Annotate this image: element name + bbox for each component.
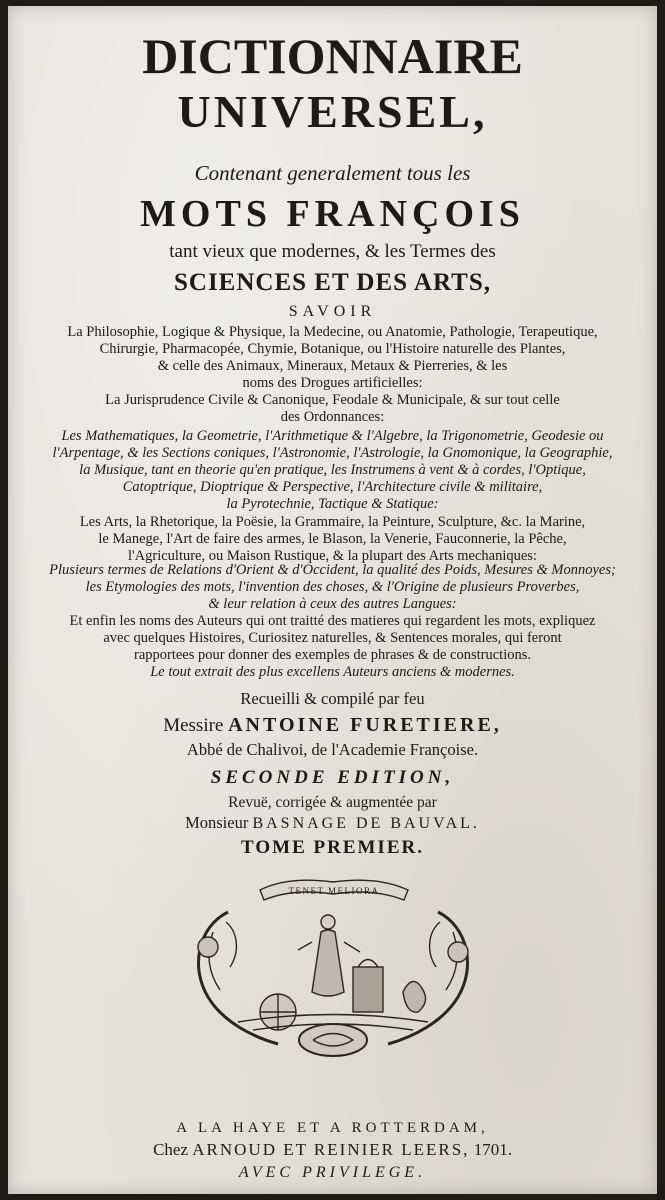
block-mathematiques bbox=[8, 428, 657, 513]
block-relations bbox=[8, 562, 657, 613]
text-line: les Etymologies des mots, l'invention des choses, & l'Origine de plusieurs Proverbes, bbox=[85, 579, 580, 595]
text-line: La Philosophie, Logique & Physique, la Medecine, ou Anatomie, Pathologie, Terapeutique, bbox=[67, 324, 598, 340]
recueilli-line: Recueilli & compilé par feu bbox=[240, 689, 425, 708]
text-line: rapportees pour donner des exemples de phrases & de constructions. bbox=[133, 647, 532, 663]
mots-francois-heading: MOTS FRANÇOIS bbox=[140, 193, 525, 235]
text-line: Plusieurs termes de Relations d'Orient & d'Occident, la qualité des Poids, Mesures & Monnoyes; bbox=[49, 562, 616, 578]
publisher-name: ARNOUD ET REINIER LEERS, bbox=[192, 1140, 470, 1159]
text-line: & celle des Animaux, Mineraux, Metaux & Pierreries, & les bbox=[157, 358, 508, 374]
savoir-heading: SAVOIR bbox=[288, 303, 377, 320]
text-line: la Musique, tant en theorie qu'en pratique, les Instrumens à vent & à cordes, l'Optique, bbox=[79, 462, 586, 478]
text-line: des Ordonnances: bbox=[280, 409, 385, 425]
place-line: A LA HAYE ET A ROTTERDAM, bbox=[176, 1120, 489, 1136]
edition-line: SECONDE EDITION, bbox=[210, 767, 455, 788]
block-jurisprudence bbox=[8, 392, 657, 426]
subtitle: Contenant generalement tous les bbox=[194, 161, 471, 185]
block-arts bbox=[8, 514, 657, 565]
editor-prefix: Monsieur bbox=[185, 813, 249, 832]
text-line: Catoptrique, Dioptrique & Perspective, l'Architecture civile & militaire, bbox=[122, 479, 543, 495]
title-line-1: DICTIONNAIRE bbox=[142, 28, 523, 84]
revue-line: Revuë, corrigée & augmentée par bbox=[228, 794, 437, 811]
text-line: Chirurgie, Pharmacopée, Chymie, Botanique, ou l'Histoire naturelle des Plantes, bbox=[99, 341, 566, 357]
title-page bbox=[8, 6, 657, 1194]
author-line bbox=[8, 713, 657, 738]
text-line: La Jurisprudence Civile & Canonique, Feodale & Municipale, & sur tout celle bbox=[105, 392, 560, 408]
publisher-prefix: Chez bbox=[153, 1140, 188, 1159]
block-auteurs bbox=[8, 613, 657, 664]
text-line: & leur relation à ceux des autres Langues: bbox=[208, 596, 457, 612]
author-name: ANTOINE FURETIERE, bbox=[228, 714, 502, 736]
text-line: noms des Drogues artificielles: bbox=[242, 375, 423, 391]
printers-device-engraving bbox=[168, 872, 498, 1062]
title-line-2: UNIVERSEL, bbox=[177, 86, 488, 137]
abbe-line: Abbé de Chalivoi, de l'Academie Françoise. bbox=[186, 740, 479, 759]
tome-line: TOME PREMIER. bbox=[241, 837, 424, 858]
text-line: Les Mathematiques, la Geometrie, l'Arithmetique & l'Algebre, la Trigonometrie, Geodesie ou bbox=[61, 428, 604, 444]
text-line: l'Agriculture, ou Maison Rustique, & la plupart des Arts mechaniques: bbox=[128, 548, 537, 564]
privilege-line: AVEC PRIVILEGE. bbox=[238, 1164, 427, 1181]
text-line: le Manege, l'Art de faire des armes, le Blason, la Venerie, Fauconnerie, la Pêche, bbox=[98, 531, 567, 547]
author-prefix: Messire bbox=[163, 715, 224, 736]
sciences-heading: SCIENCES ET DES ARTS, bbox=[173, 269, 491, 296]
block-philosophie bbox=[8, 324, 657, 392]
editor-name: BASNAGE DE BAUVAL. bbox=[252, 815, 480, 832]
tant-vieux-line: tant vieux que modernes, & les Termes des bbox=[169, 241, 496, 262]
text-line: Les Arts, la Rhetorique, la Poësie, la Grammaire, la Peinture, Sculpture, &c. la Marine, bbox=[79, 514, 586, 530]
publisher-line bbox=[8, 1139, 657, 1161]
text-line: la Pyrotechnie, Tactique & Statique: bbox=[226, 496, 439, 512]
tout-extrait-line: Le tout extrait des plus excellens Auteurs anciens & modernes. bbox=[150, 664, 515, 680]
publication-year: 1701. bbox=[473, 1140, 512, 1159]
editor-line bbox=[8, 812, 657, 835]
text-line: Et enfin les noms des Auteurs qui ont traitté des matieres qui regardent les mots, expliquez bbox=[69, 613, 596, 629]
motto-text: TENET MELIORA bbox=[288, 886, 380, 896]
text-line: l'Arpentage, & les Sections coniques, l'Astronomie, l'Astrologie, la Gnomonique, la Geographie, bbox=[52, 445, 613, 461]
text-line: avec quelques Histoires, Curiositez naturelles, & Sentences morales, qui feront bbox=[103, 630, 562, 646]
